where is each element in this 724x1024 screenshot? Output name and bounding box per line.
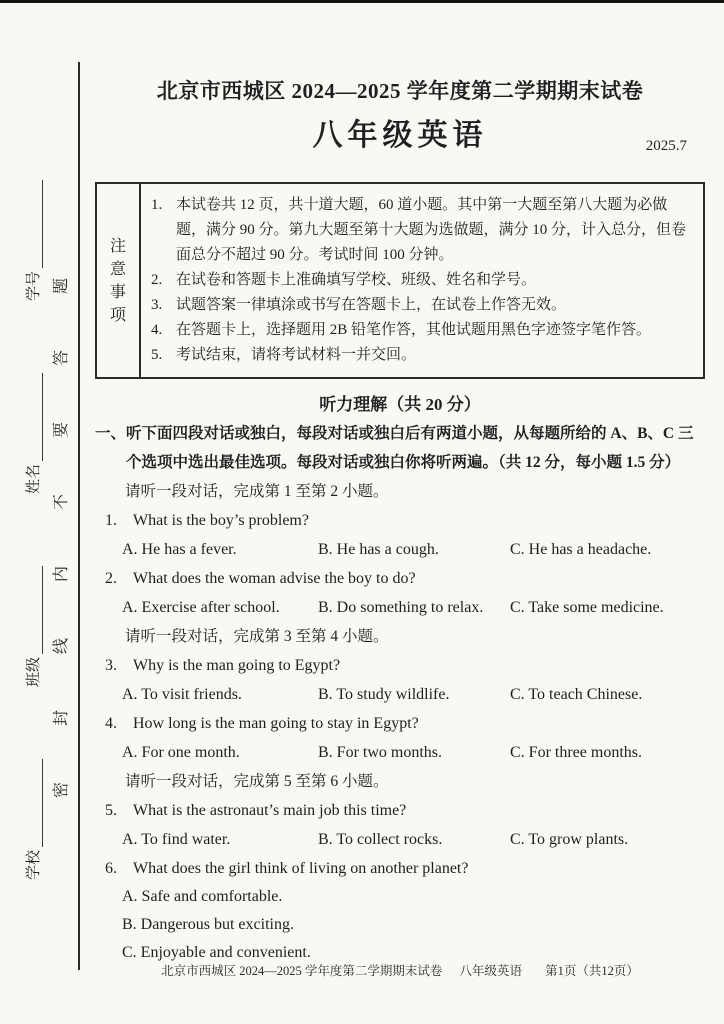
question-1 xyxy=(95,506,705,535)
option-b: B. To study wildlife. xyxy=(318,686,450,703)
notice-items xyxy=(141,184,703,377)
page-footer xyxy=(95,961,705,979)
dialog-intro: 请听一段对话，完成第 5 至第 6 小题。 xyxy=(125,773,389,790)
option-a: A. Exercise after school. xyxy=(122,599,280,616)
fill-item-school xyxy=(22,759,43,880)
notice-item xyxy=(151,343,697,368)
notice-item-number: 3. xyxy=(151,297,163,313)
exam-subject: 八年级英语 xyxy=(312,119,488,152)
option-c: C. He has a headache. xyxy=(510,541,652,558)
option-b: B. For two months. xyxy=(318,744,443,761)
part-instructions: 听下面四段对话或独白，每段对话或独白后有两道小题，从每题所给的 A、B、C 三个选项中选出最佳选项。每段对话或独白你将听两遍。（共 12 分，每小题 1.5 分） xyxy=(126,425,694,471)
question-number: 3. xyxy=(105,657,117,674)
fill-label-class: 班级 xyxy=(26,657,42,688)
fill-label-school: 学校 xyxy=(26,849,42,880)
option-c: C. To grow plants. xyxy=(510,831,629,848)
question-3-options xyxy=(95,680,705,709)
option-a: A. To find water. xyxy=(122,831,231,848)
question-text: What does the girl think of living on another planet? xyxy=(133,860,469,877)
notice-item-number: 1. xyxy=(151,197,163,213)
listening-section-title: 听力理解（共 20 分） xyxy=(319,395,481,414)
exam-title: 北京市西城区 2024—2025 学年度第二学期期末试卷 xyxy=(156,79,644,103)
notice-box xyxy=(95,182,705,379)
fill-label-name: 姓名 xyxy=(26,464,42,495)
question-text: Why is the man going to Egypt? xyxy=(133,657,341,674)
fill-item-name xyxy=(22,373,43,494)
fill-item-class xyxy=(22,566,43,687)
exam-date: 2025.7 xyxy=(645,138,687,154)
dialog-intro: 请听一段对话，完成第 1 至第 2 小题。 xyxy=(125,483,389,500)
notice-item-text: 试题答案一律填涂或书写在答题卡上，在试卷上作答无效。 xyxy=(176,297,567,313)
question-text: What does the woman advise the boy to do? xyxy=(133,570,416,587)
notice-item xyxy=(151,293,697,318)
notice-item-number: 2. xyxy=(151,272,163,288)
notice-label: 注意事项 xyxy=(109,237,126,324)
question-4 xyxy=(95,709,705,738)
question-number: 5. xyxy=(105,802,117,819)
notice-item xyxy=(151,268,697,293)
subject-row xyxy=(95,114,705,158)
option-c: C. Take some medicine. xyxy=(510,599,664,616)
option-b: B. He has a cough. xyxy=(318,541,439,558)
fill-blank-line xyxy=(27,373,43,461)
question-6-options xyxy=(95,883,705,967)
question-number: 1. xyxy=(105,512,117,529)
scan-top-edge xyxy=(0,0,724,3)
question-text: What is the boy’s problem? xyxy=(133,512,309,529)
notice-label-column xyxy=(97,184,141,377)
fill-label-student-id: 学号 xyxy=(26,271,42,302)
notice-item xyxy=(151,193,697,268)
footer-subject: 八年级英语 xyxy=(459,964,522,978)
notice-item-text: 本试卷共 12 页，共十道大题，60 道小题。其中第一大题至第八大题为必做题，满分 90 分。第九大题至第十大题为选做题，满分 10 分，计入总分，但卷面总分不超过 90 分。考试时间 100 分钟。 xyxy=(176,197,687,263)
dialog-intro: 请听一段对话，完成第 3 至第 4 小题。 xyxy=(125,628,389,645)
seal-warning-text: 密封线内不要答题 xyxy=(53,221,70,798)
question-2-options xyxy=(95,593,705,622)
question-5-options xyxy=(95,825,705,854)
question-5 xyxy=(95,796,705,825)
question-3 xyxy=(95,651,705,680)
notice-item xyxy=(151,318,697,343)
question-2 xyxy=(95,564,705,593)
footer-exam-title: 北京市西城区 2024—2025 学年度第二学期期末试卷 xyxy=(161,964,443,978)
question-number: 6. xyxy=(105,860,117,877)
seal-fill-labels xyxy=(21,180,43,880)
notice-item-number: 4. xyxy=(151,322,163,338)
footer-page-number: 第1页（共12页） xyxy=(545,964,639,978)
part-one-heading xyxy=(95,419,705,477)
option-a: A. Safe and comfortable. xyxy=(122,888,283,905)
option-a: A. He has a fever. xyxy=(122,541,237,558)
option-c: C. For three months. xyxy=(510,744,642,761)
option-a: A. For one month. xyxy=(122,744,240,761)
question-number: 4. xyxy=(105,715,117,732)
question-text: How long is the man going to stay in Egypt? xyxy=(133,715,419,732)
option-c: C. Enjoyable and convenient. xyxy=(122,944,311,961)
fill-blank-line xyxy=(27,180,43,268)
question-6 xyxy=(95,854,705,883)
notice-item-number: 5. xyxy=(151,347,163,363)
option-b: B. Do something to relax. xyxy=(318,599,484,616)
seal-border-line xyxy=(78,62,80,970)
notice-item-text: 在试卷和答题卡上准确填写学校、班级、姓名和学号。 xyxy=(176,272,537,288)
fill-blank-line xyxy=(27,759,43,847)
notice-item-text: 考试结束，请将考试材料一并交回。 xyxy=(176,347,417,363)
exam-content xyxy=(95,70,705,967)
notice-item-text: 在答题卡上，选择题用 2B 铅笔作答，其他试题用黑色字迹签字笔作答。 xyxy=(176,322,652,338)
question-number: 2. xyxy=(105,570,117,587)
option-c: C. To teach Chinese. xyxy=(510,686,643,703)
question-4-options xyxy=(95,738,705,767)
question-text: What is the astronaut’s main job this time? xyxy=(133,802,407,819)
option-b: B. Dangerous but exciting. xyxy=(122,916,294,933)
fill-item-student-id xyxy=(22,180,43,301)
part-number: 一、 xyxy=(95,425,127,442)
option-a: A. To visit friends. xyxy=(122,686,242,703)
fill-blank-line xyxy=(27,566,43,654)
option-b: B. To collect rocks. xyxy=(318,831,443,848)
question-1-options xyxy=(95,535,705,564)
